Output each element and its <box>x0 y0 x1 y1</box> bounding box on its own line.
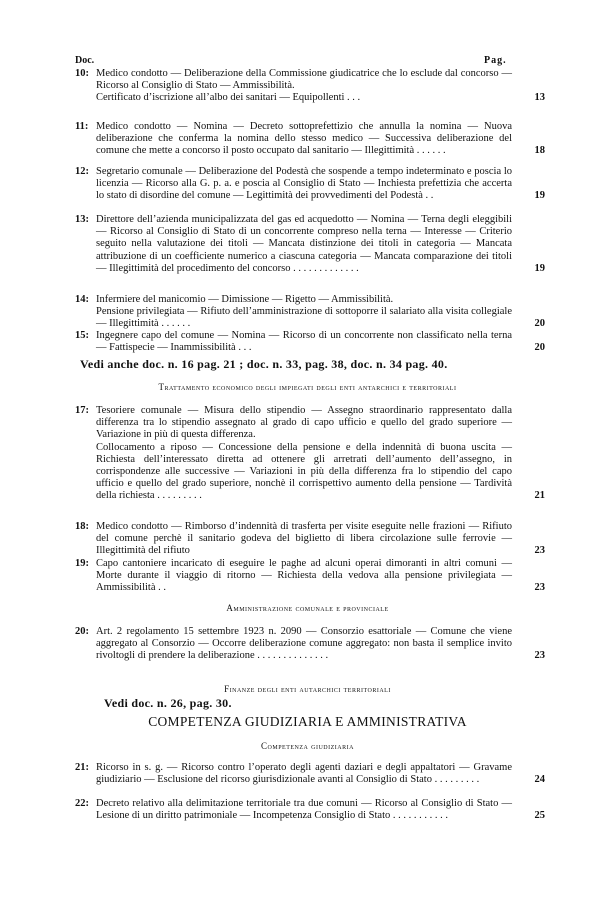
entry-text: Medico condotto — Nomina — Decreto sottoprefettizio che annulla la nomina — Nuova deliberazione che conferma la nomina dello stesso medico — Successiva deliberazione del comune che mette a concorso il posto occupato dal sanitario — Illegittimità . . . . . . <box>96 121 512 157</box>
entry-page: 18 <box>534 145 545 157</box>
entry-text: Ingegnere capo del comune — Nomina — Ricorso di un concorrente non classificato nella terna — Fattispecie — Inammissibilità . . . <box>96 330 512 354</box>
section-heading: Competenza giudiziaria <box>261 741 354 751</box>
entry-page: 23 <box>534 582 545 594</box>
entry-number: 13: <box>75 214 89 225</box>
entry-number: 19: <box>75 558 89 569</box>
list-item <box>75 214 545 275</box>
entry-number: 21: <box>75 762 89 773</box>
entry-page: 24 <box>534 774 545 786</box>
list-item <box>75 798 545 822</box>
entry-page: 25 <box>534 810 545 822</box>
entry-number: 15: <box>75 330 89 341</box>
cross-reference: Vedi doc. n. 26, pag. 30. <box>104 696 232 710</box>
entry-page: 13 <box>534 92 545 104</box>
entry-number: 11: <box>75 121 89 132</box>
entry-text: Medico condotto — Rimborso d’indennità di trasferta per visite eseguite nelle frazioni — Rifiuto del comune perchè il sanitario godeva del biglietto di libera circolazione sulle ferrovie — Illegittimità del rifiuto <box>96 521 512 557</box>
entry-page: 23 <box>534 650 545 662</box>
entry-subtext: Pensione privilegiata — Rifiuto dell’amministrazione di sottoporre il salariato alla visita collegiale — Illegittimità . . . . . . <box>96 306 512 330</box>
list-item <box>75 294 545 331</box>
major-heading: COMPETENZA GIUDIZIARIA E AMMINISTRATIVA <box>148 714 467 729</box>
entry-text: Tesoriere comunale — Misura dello stipendio — Assegno straordinario rappresentato dalla differenza tra lo stipendio assegnato al grado di capo ufficio e quello del grado superiore — Variazione in più di questa differenza. <box>96 405 512 441</box>
entry-number: 14: <box>75 294 89 305</box>
entry-text: Medico condotto — Deliberazione della Commissione giudicatrice che lo esclude dal concorso — Ricorso al Consiglio di Stato — Ammissibilità. <box>96 68 512 92</box>
entry-number: 10: <box>75 68 89 79</box>
entry-text: Ricorso in s. g. — Ricorso contro l’operato degli agenti daziari e degli appaltatori — Gravame giudiziario — Esclusione del ricorso giurisdizionale avanti al Consiglio di Stato . . . . . . . . . <box>96 762 512 786</box>
list-item <box>75 330 545 354</box>
entry-page: 20 <box>534 342 545 354</box>
entry-text: Direttore dell’azienda municipalizzata del gas ed acquedotto — Nomina — Terna degli eleggibili — Ricorso al Consiglio di Stato di un concorrente compreso nella terna — Interesse — Criterio seguito nella valutazione dei titoli — Mancata distinzione dei titoli in categoria — Mancata attribuzione di un coefficiente numerico a ciascuna categoria — Mancata comparazione dei titoli — Illegittimità del procedimento del concorso . . . . . . . . . . . . . <box>96 214 512 274</box>
list-item <box>75 521 545 558</box>
entry-text: Decreto relativo alla delimitazione territoriale tra due comuni — Ricorso al Consiglio di Stato — Lesione di un diritto patrimoniale — Incompetenza Consiglio di Stato . . . . . . . . . . . <box>96 798 512 822</box>
entry-page: 19 <box>534 190 545 202</box>
entry-page: 21 <box>534 490 545 502</box>
entry-subtext: Certificato d’iscrizione all’albo dei sanitari — Equipollenti . . . <box>96 92 361 104</box>
list-item <box>75 121 545 158</box>
entry-page: 20 <box>534 318 545 330</box>
section-heading: Finanze degli enti autarchici territoriali <box>224 684 391 694</box>
entry-text: Segretario comunale — Deliberazione del Podestà che sospende a tempo indeterminato e poscia lo licenzia — Ricorso alla G. p. a. e poscia al Consiglio di Stato — Inchiesta prefettizia che accerta lo stato di disordine del comune — Legittimità dei provvedimenti del Podestà . . <box>96 166 512 202</box>
entry-text: Art. 2 regolamento 15 settembre 1923 n. 2090 — Consorzio esattoriale — Comune che viene aggregato al Consorzio — Occorre deliberazione comune aggregato: non basta il semplice invito rivoltogli di prendere la deliberazione . . . . . . . . . . . . . . <box>96 626 512 662</box>
section-heading: Amministrazione comunale e provinciale <box>226 603 389 613</box>
entry-text: Infermiere del manicomio — Dimissione — Rigetto — Ammissibilità. <box>96 294 394 305</box>
entry-text: Capo cantoniere incaricato di eseguire le paghe ad alcuni operai dimoranti in altri comuni — Morte durante il viaggio di ritorno — Richiesta della vedova alla pensione privilegiata — Ammissibilità . . <box>96 558 512 594</box>
list-item <box>75 762 545 786</box>
entry-number: 12: <box>75 166 89 177</box>
entry-subtext: Collocamento a riposo — Concessione della pensione e della indennità di buona uscita — Richiesta dell’interessato diretta ad ottenere gli arretrati dell’aumento dell’assegno, in corrispondenze alle successive — Variazioni in più della differenza fra lo stipendio del capo ufficio e quello del grado superiore, nonchè il corrispettivo aumento della pensione — Tardività della richiesta . . . . . . . . . <box>96 441 512 502</box>
list-item <box>75 405 545 503</box>
entry-page: 23 <box>534 545 545 557</box>
entry-number: 20: <box>75 626 89 637</box>
list-item <box>75 68 545 105</box>
header-doc-label: Doc. <box>75 55 95 66</box>
list-item <box>75 558 545 595</box>
entry-number: 18: <box>75 521 89 532</box>
list-item <box>75 626 545 663</box>
section-heading: Trattamento economico degli impiegati degli enti antarchici e territoriali <box>158 382 457 392</box>
entry-page: 19 <box>534 262 545 274</box>
header-page-label: Pag. <box>484 55 507 66</box>
cross-reference: Vedi anche doc. n. 16 pag. 21 ; doc. n. 33, pag. 38, doc. n. 34 pag. 40. <box>80 357 448 371</box>
entry-number: 22: <box>75 798 89 809</box>
list-item <box>75 166 545 203</box>
entry-number: 17: <box>75 405 89 416</box>
